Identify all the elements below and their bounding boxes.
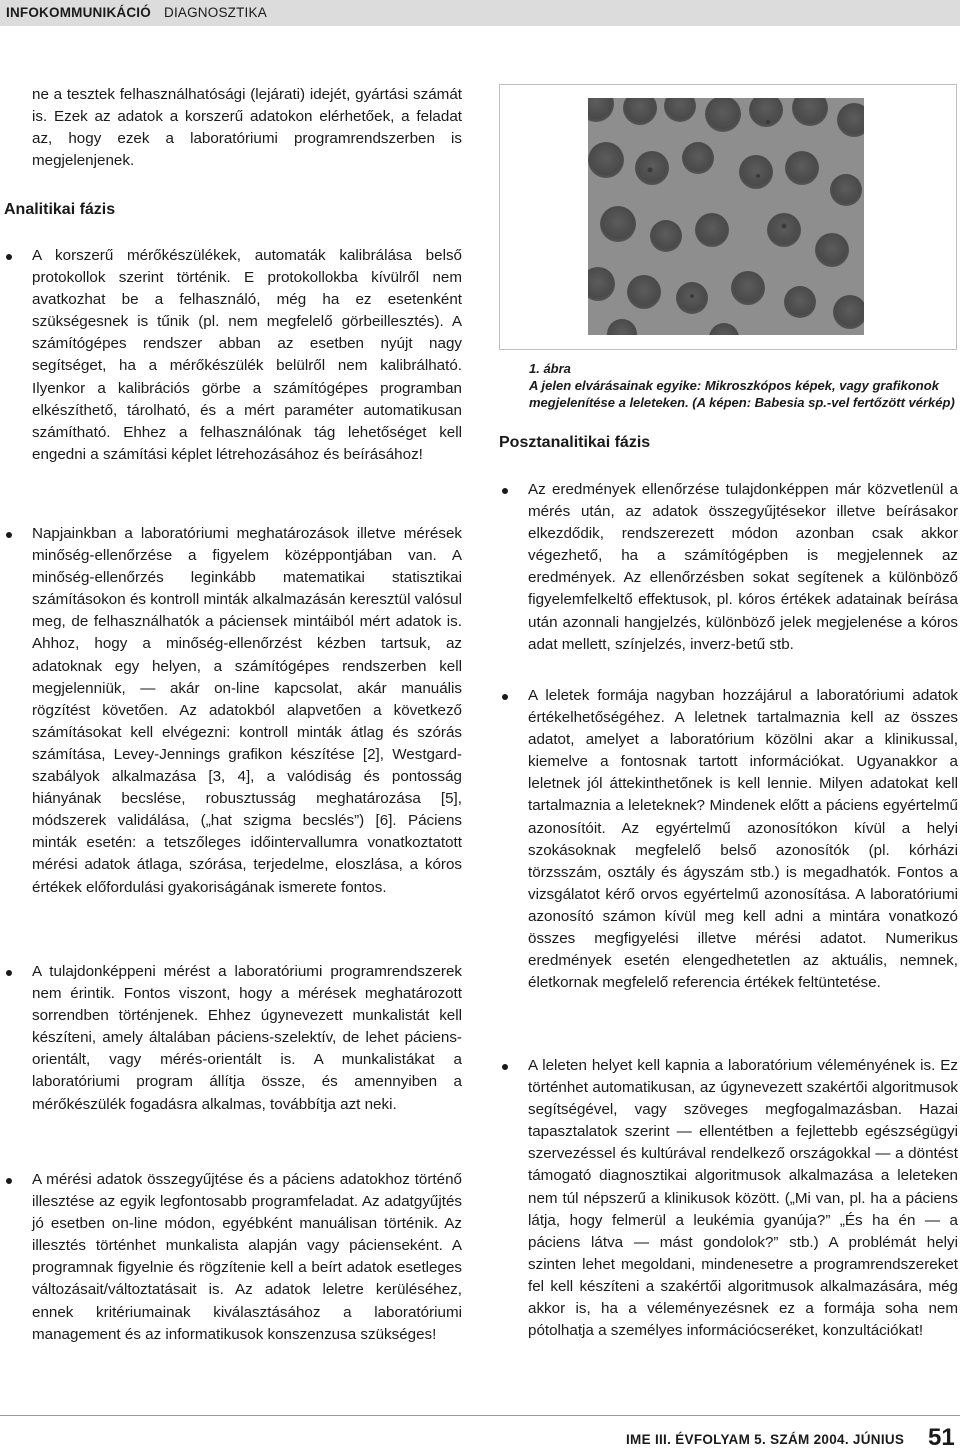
- posztanalitikai-heading: Posztanalitikai fázis: [499, 434, 651, 451]
- bullet-adatgyujtes: [32, 1169, 462, 1346]
- bullet-icon: [502, 1064, 508, 1070]
- page-number: 51: [928, 1424, 955, 1451]
- bullet-icon: [6, 970, 12, 976]
- footer-divider: [0, 1415, 960, 1416]
- bullet-meres: [32, 961, 462, 1116]
- bullet-icon: [6, 254, 12, 260]
- caption-text: A jelen elvárásainak egyike: Mikroszkópos képek, vagy grafikonok megjelenítése a leleteken. (A képen: Babesia sp.-vel fertőzött vérkép): [529, 378, 955, 410]
- figure-frame: [499, 84, 957, 350]
- caption-number: 1. ábra: [529, 361, 571, 376]
- analitikai-heading: Analitikai fázis: [4, 201, 116, 218]
- bullet-leletek-formaja: [528, 685, 958, 994]
- running-header: [0, 0, 960, 26]
- bullet-minoseg: [32, 523, 462, 899]
- bullet-icon: [6, 532, 12, 538]
- bullet-text: A leletek formája nagyban hozzájárul a laboratóriumi adatok értékelhetőségéhez. A leletnek tartalmaznia kell az összes adatot, amelyet a laboratórium közölni akar a klinikussal, kiemelve a fontosnak tartott információkat. Ugyanakkor a leletnek jól áttekinthetőnek is kell lennie. Milyen adatokat kell tartalmaznia a leleteknek? Mindenek előtt a páciens egyértelmű azonosítóit. Az egyértelmű azonosítókon kívül a helyi szokásoknak megfelelő belső azonosítók (pl. kórházi törzsszám, osztály és ágyszám stb.) is megadhatók. Fontos a vizsgálatot kérő orvos egyértelmű azonosítása. A laboratóriumi azonosító számon kívül meg kell adni a mintára vonatkozó összes megfigyelési illetve mérési adatot. Numerikus eredmények esetén elengedhetetlen az aktuális, nemnek, életkornak megfelelő referencia értékek feltüntetése.: [528, 687, 958, 992]
- bullet-text: Az eredmények ellenőrzése tulajdonképpen már közvetlenül a mérés után, az adatok összegyűjtésekor illetve beírásakor elkezdődik, rendszerezett módon azonban csak akkor végezhető, ha a számítógépben is megjelennek az eredmények. Az ellenőrzésben sokat segítenek a különböző figyelemfelkeltő effektusok, pl. kóros értékek adatainak beírása után azonnali hangjelzés, különböző jelek megjelenése a kóros adat mellett, színjelzés, inverz-betű stb.: [528, 481, 958, 653]
- bullet-icon: [502, 488, 508, 494]
- bullet-velemeny: [528, 1055, 958, 1342]
- header-section: INFOKOMMUNIKÁCIÓ: [6, 5, 151, 20]
- bullet-ellenorzes: [528, 479, 958, 656]
- bullet-text: Napjainkban a laboratóriumi meghatározások illetve mérések minőség-ellenőrzése a figyelem középpontjában van. A minőség-ellenőrzés leginkább matematikai statisztikai számításokon és kontroll minták alkalmazásán keresztül valósul meg, de felhasználhatók a páciensek mintáiból mért adatok is. Ahhoz, hogy a minőség-ellenőrzést kézben tartsuk, az adatoknak egy helyen, a számítógépes rendszerben kell megjelenniük, — akár on-line kapcsolat, akár manuális rögzítést követően. Az adatokból alapvetően a következő számításokat kell elvégezni: kontroll minták átlag és szórás számítása, Levey-Jennings grafikon készítése [2], Westgard-szabályok alkalmazása [3, 4], a valódiság és pontosság hiányának becslése, robusztusság meghatározása [5], módszerek validálása, („hat szigma becslés”) [6]. Páciens minták esetén: a tetszőleges időintervallumra vonatkoztatott mérési adatok átlaga, szórása, terjedelme, eloszlása, a kóros értékek előfordulási gyakoriságának ismerete fontos.: [32, 525, 462, 896]
- bullet-kalibralas: [32, 245, 462, 466]
- bullet-text: A leleten helyet kell kapnia a laboratórium véleményének is. Ez történhet automatikusan, az úgynevezett szakértői algoritmusok segítségével, vagy szöveges megfogalmazásban. Hazai tapasztalatok szerint — ellentétben a fejlettebb egészségügyi szervezéssel és kultúrával rendelkező országokkal — a döntést támogató diagnosztikai algoritmusok alkalmazása a leleteken nem túl népszerű a klinikusok között. („Mi van, pl. ha a páciens látja, hogy felmerül a leukémia gyanúja?” „És ha én — a páciens látva — mást gondolok?” stb.) A problémát helyi szinten lehet megoldani, mindenesetre a programrendszereket fel kell készíteni a szakértői algoritmusok alkalmazására, még akkor is, ha a véleményezésnek ez a formája soha nem pótolhatja a személyes információcseréket, konzultációkat!: [528, 1057, 958, 1340]
- figure-caption: [529, 360, 959, 411]
- bullet-icon: [6, 1178, 12, 1184]
- bullet-text: A tulajdonképpeni mérést a laboratóriumi programrendszerek nem érintik. Fontos viszont, hogy a mérések meghatározott sorrendben történjenek. Ehhez úgynevezett munkalistát kell készíteni, amely általában páciens-szelektív, de lehet páciens-orientált, vagy mérés-orientált is. A munkalistákat a laboratóriumi program állítja össze, és amennyiben a mérőkészülék fogadásra alkalmas, továbbítja azt neki.: [32, 963, 462, 1113]
- babesia-micrograph-image: [588, 98, 864, 335]
- bullet-icon: [502, 694, 508, 700]
- header-subsection: DIAGNOSZTIKA: [164, 5, 267, 20]
- intro-paragraph: ne a tesztek felhasználhatósági (lejárati) idejét, gyártási számát is. Ezek az adatok a korszerű adatokon elérhetőek, a feladat az, hogy ezek a laboratóriumi programrendszerben is megjelenjenek.: [32, 86, 462, 170]
- bullet-text: A korszerű mérőkészülékek, automaták kalibrálása belső protokollok szerint történik. E protokollokba kívülről nem avatkozhat be a felhasználó, még ha ez esetenként szükségesnek is tűnik (pl. nem megfelelő görbeillesztés). A számítógépes rendszer abban az esetben nyújt nagy segítséget, ha a mérőkészülék belülről nem kalibrálható. Ilyenkor a kalibrációs görbe a számítógépes programban elkészíthető, tárolható, és a mért paraméter automatikusan számítható. Ehhez a felhasználónak tág lehetőséget kell engedni a számítási képlet létrehozásához és beírásához!: [32, 247, 462, 463]
- bullet-text: A mérési adatok összegyűjtése és a páciens adatokhoz történő illesztése az egyik legfontosabb programfeladat. Az adatgyűjtés jó esetben on-line módon, egyébként manuálisan történik. Az illesztés történhet munkalista alapján vagy pácienseként. A programnak figyelnie és rögzítenie kell a beírt adatok esetleges változásait/változtatásait is. Az adatok leletre kerüléséhez, ennek kritériumainak kiválasztásához a laboratóriumi management és az informatikusok konszenzusa szükséges!: [32, 1171, 462, 1343]
- journal-issue: IME III. ÉVFOLYAM 5. SZÁM 2004. JÚNIUS: [626, 1432, 905, 1447]
